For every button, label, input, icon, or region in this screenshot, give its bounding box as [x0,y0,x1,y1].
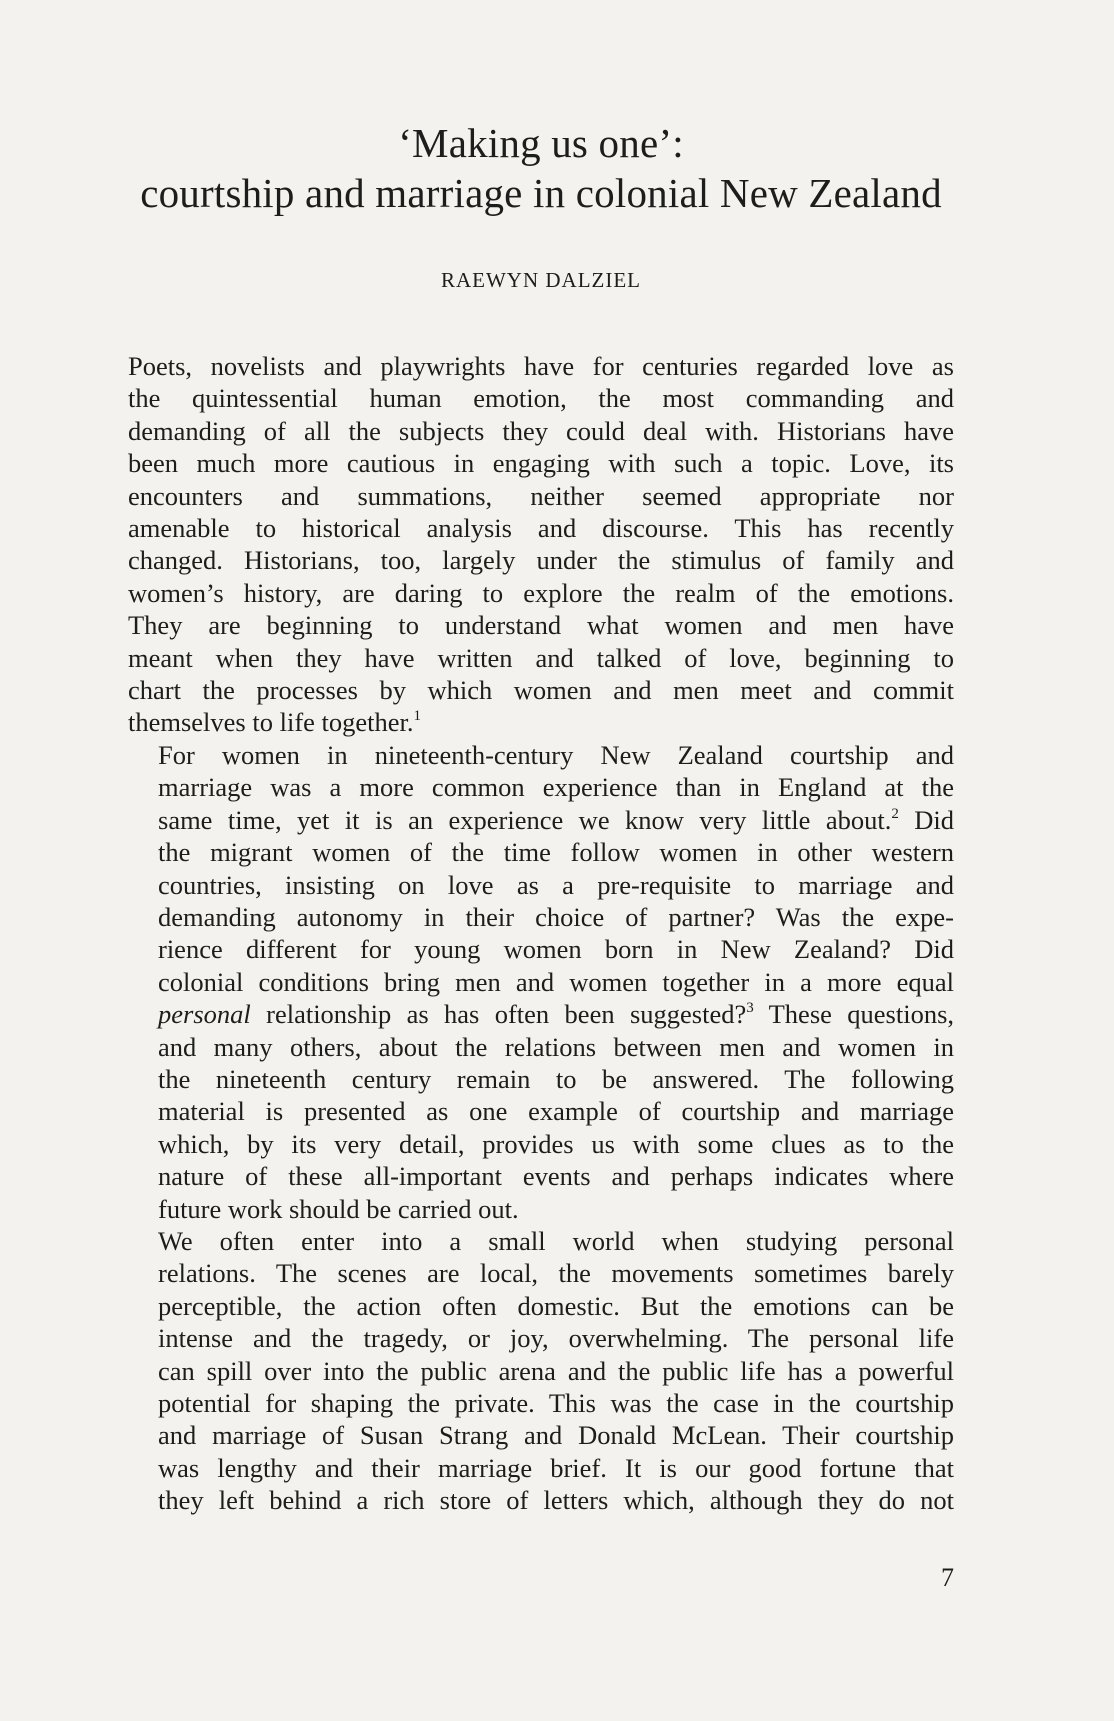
text-line: the migrant women of the time follow women in other western [158,837,954,868]
text-line [128,804,954,836]
text-line-content: themselves to life together. [128,707,414,738]
text-line: and marriage of Susan Strang and Donald McLean. Their courtship [158,1420,954,1451]
text-line [128,706,954,738]
text-line: relations. The scenes are local, the movements sometimes barely [158,1258,954,1289]
text-line [128,998,954,1030]
paragraph-3 [128,1225,954,1517]
text-line: the nineteenth century remain to be answered. The following [158,1063,954,1094]
text-line: demanding autonomy in their choice of partner? Was the expe- [158,901,954,932]
paragraph-1 [128,350,954,739]
footnote-marker: 3 [746,1000,754,1017]
text-line: the quintessential human emotion, the most commanding and [128,383,954,414]
paragraph-2 [128,739,954,1225]
footnote-marker: 2 [891,805,899,822]
text-line: perceptible, the action often domestic. But the emotions can be [158,1290,954,1321]
author-name: RAEWYN DALZIEL [440,268,642,292]
text-line: women’s history, are daring to explore the realm of the emotions. [128,577,954,608]
text-line: encounters and summations, neither seemed appropriate nor [128,480,954,511]
text-line-content: relationship as has often been suggested? [266,999,747,1030]
text-line: For women in nineteenth-century New Zealand courtship and [158,739,954,770]
text-line: was lengthy and their marriage brief. It is our good fortune that [158,1452,954,1483]
text-line: They are beginning to understand what women and men have [128,610,954,641]
text-line: can spill over into the public arena and the public life has a powerful [158,1355,954,1386]
text-line: amenable to historical analysis and discourse. This has recently [128,513,954,544]
text-line: We often enter into a small world when studying personal [158,1225,954,1256]
text-line: Poets, novelists and playwrights have for centuries regarded love as [128,351,954,381]
text-line: rience different for young women born in New Zealand? Did [158,934,954,965]
article-title-line-1: ‘Making us one’: [398,120,684,166]
italic-word: personal [158,999,251,1030]
text-line: meant when they have written and talked of love, beginning to [128,642,954,673]
text-line: countries, insisting on love as a pre-requisite to marriage and [158,869,954,900]
text-line: nature of these all-important events and perhaps indicates where [158,1161,954,1192]
article-body [128,350,954,1517]
text-line: they left behind a rich store of letters which, although they do not [158,1485,954,1516]
text-line: colonial conditions bring men and women together in a more equal [158,966,954,997]
text-line-content: same time, yet it is an experience we know very little about. [158,804,892,835]
text-line: been much more cautious in engaging with such a topic. Love, its [128,448,954,479]
text-line: demanding of all the subjects they could deal with. Historians have [128,415,954,446]
article-title-line-2: courtship and marriage in colonial New Zealand [140,170,942,216]
text-line: material is presented as one example of courtship and marriage [158,1096,954,1127]
article-title [128,118,954,218]
text-line: and many others, about the relations between men and women in [158,1031,954,1062]
footnote-marker: 1 [413,708,422,725]
text-line: which, by its very detail, provides us with some clues as to the [158,1128,954,1159]
text-line-tail: These questions, [753,999,955,1030]
text-line: potential for shaping the private. This was the case in the courtship [158,1388,954,1418]
text-line: intense and the tragedy, or joy, overwhelming. The personal life [158,1323,954,1354]
page-number: 7 [941,1563,954,1592]
text-line: marriage was a more common experience than in England at the [158,772,954,803]
text-line: chart the processes by which women and men meet and commit [128,675,954,706]
text-line-tail: Did [898,804,955,835]
text-line: future work should be carried out. [158,1193,519,1224]
text-line: changed. Historians, too, largely under the stimulus of family and [128,545,954,576]
